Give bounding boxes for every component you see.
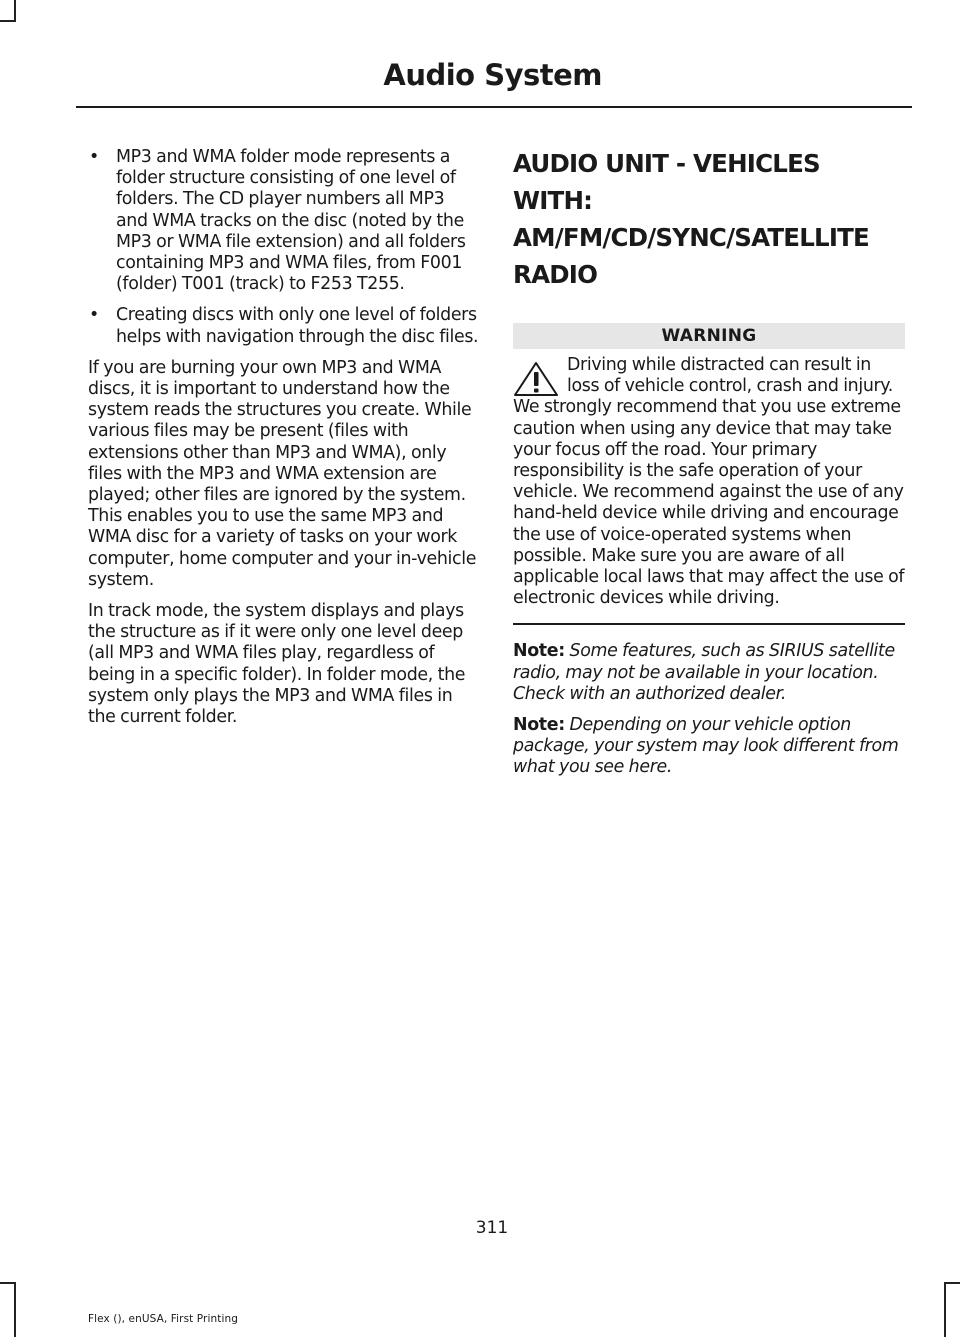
bullet-item (88, 305, 480, 347)
note-text: Some features, such as SIRIUS satellite radio, may not be available in your location. Check with an authorized dealer. (513, 641, 895, 704)
body-paragraph: In track mode, the system displays and plays the structure as if it were only one level deep (all MP3 and WMA files play, regardless of being in a specific folder). In folder mode, the system only plays the MP3 and WMA files in the current folder. (88, 601, 466, 728)
warning-label: WARNING (513, 323, 905, 349)
crop-mark-top-left-vertical (14, 0, 16, 22)
note-paragraph (513, 715, 905, 779)
bullet-glyph: • (89, 147, 99, 167)
note-label: Note: (513, 715, 565, 736)
body-paragraph: If you are burning your own MP3 and WMA discs, it is important to understand how the system reads the structures you create. While various files may be present (files with extensions other than MP3 and WMA), only files with the MP3 and WMA extension are played; other files are ignored by the system. This enables you to use the same MP3 and WMA disc for a variety of tasks on your work computer, home computer and your in-vehicle system. (88, 357, 477, 590)
bullet-item (88, 147, 480, 295)
note-label: Note: (513, 641, 565, 662)
bullet-glyph: • (89, 305, 99, 326)
page-number: 311 (475, 1218, 509, 1238)
bullet-text: MP3 and WMA folder mode represents a folder structure consisting of one level of folders. The CD player numbers all MP3 and WMA tracks on the disc (noted by the MP3 or WMA file extension) and all folders containing MP3 and WMA files, from F001 (folder) T001 (track) to F253 T255. (116, 147, 466, 295)
crop-mark-bottom-right-vertical (944, 1282, 946, 1337)
page-header-title: Audio System (383, 58, 602, 92)
footer-printing-info: Flex (), enUSA, First Printing (88, 1313, 238, 1325)
note-paragraph (513, 641, 905, 705)
crop-mark-bottom-left-horizontal (0, 1282, 16, 1284)
note-text: Depending on your vehicle option package, your system may look different from what you see here. (513, 715, 899, 778)
header-divider (76, 106, 912, 108)
warning-box (513, 323, 905, 625)
right-column (513, 145, 905, 789)
warning-triangle-icon (513, 361, 559, 397)
bullet-list (88, 147, 480, 348)
section-heading: AUDIO UNIT - VEHICLES WITH: AM/FM/CD/SYNC/SATELLITE RADIO (513, 149, 869, 289)
warning-divider (513, 623, 905, 625)
left-column (88, 147, 480, 738)
crop-mark-top-left-horizontal (0, 20, 16, 22)
crop-mark-bottom-right-horizontal (944, 1282, 960, 1284)
warning-text: Driving while distracted can result in loss of vehicle control, crash and injury. We strongly recommend that you use extreme caution when using any device that may take your focus off the road. Your primary responsibility is the safe operation of your vehicle. We recommend against the use of any hand-held device while driving and encourage the use of voice-operated systems when possible. Make sure you are aware of all applicable local laws that may affect the use of electronic devices while driving. (513, 355, 905, 609)
warning-text-block (513, 355, 905, 609)
crop-mark-bottom-left-vertical (14, 1282, 16, 1337)
bullet-text: Creating discs with only one level of folders helps with navigation through the disc files. (116, 305, 479, 347)
